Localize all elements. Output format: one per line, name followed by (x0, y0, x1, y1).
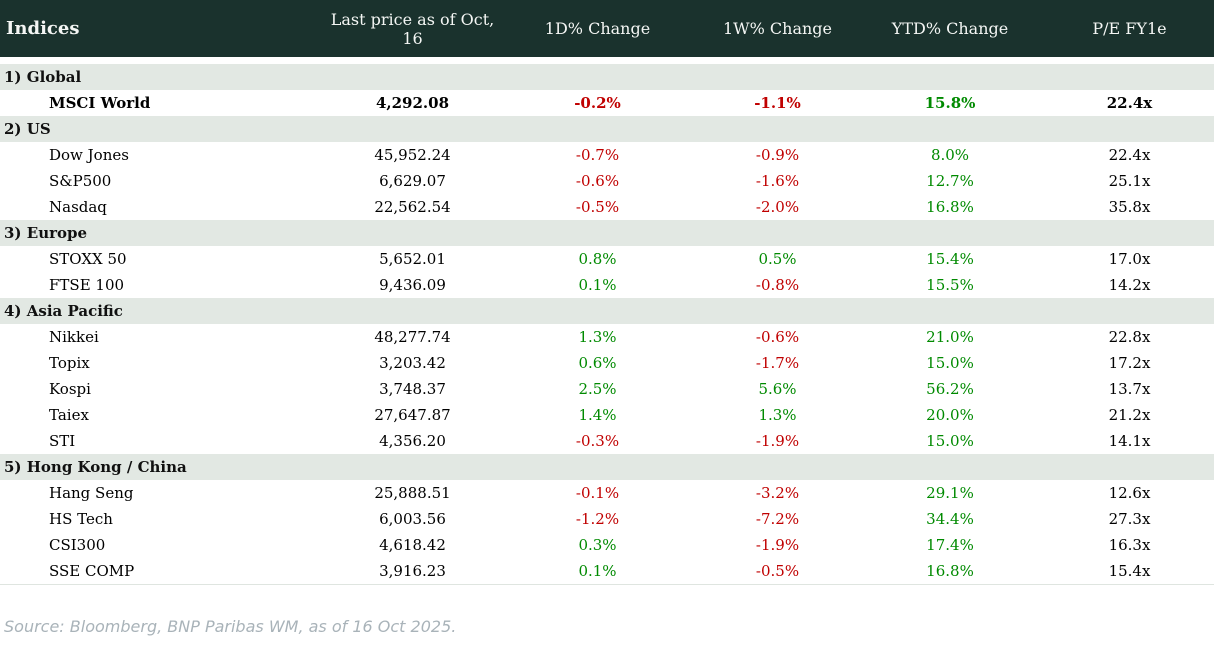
section-label: 4) Asia Pacific (4, 302, 123, 320)
last-price: 25,888.51 (374, 484, 451, 502)
section-row (0, 454, 1214, 480)
pe-ratio: 15.4x (1108, 562, 1151, 580)
section-label: 5) Hong Kong / China (4, 458, 187, 476)
1d-change: -0.3% (575, 432, 620, 450)
ytd-change: 29.1% (926, 484, 974, 502)
table-row (0, 246, 1214, 272)
column-header-ytd-change: YTD% Change (891, 19, 1009, 38)
1w-change: -0.6% (755, 328, 800, 346)
ytd-change: 34.4% (926, 510, 974, 528)
1d-change: 0.3% (578, 536, 617, 554)
1d-change: 0.1% (578, 562, 617, 580)
pe-ratio: 17.0x (1108, 250, 1151, 268)
pe-ratio: 21.2x (1108, 406, 1151, 424)
section-label: 3) Europe (4, 224, 88, 242)
index-name: FTSE 100 (49, 276, 125, 294)
index-name: STOXX 50 (49, 250, 127, 268)
pe-ratio: 14.2x (1108, 276, 1151, 294)
table-row (0, 428, 1214, 454)
pe-ratio: 17.2x (1108, 354, 1151, 372)
1w-change: -1.9% (755, 536, 800, 554)
last-price: 5,652.01 (379, 250, 446, 268)
table-row (0, 402, 1214, 428)
ytd-change: 15.4% (926, 250, 974, 268)
section-row (0, 64, 1214, 90)
last-price: 3,203.42 (379, 354, 446, 372)
last-price: 6,629.07 (379, 172, 446, 190)
pe-ratio: 13.7x (1108, 380, 1151, 398)
table-row (0, 480, 1214, 506)
last-price: 4,292.08 (375, 94, 450, 112)
index-name: STI (49, 432, 76, 450)
table-row (0, 376, 1214, 402)
last-price: 27,647.87 (374, 406, 451, 424)
index-name: Dow Jones (49, 146, 129, 164)
index-name: MSCI World (49, 94, 151, 112)
1d-change: -0.1% (575, 484, 620, 502)
index-name: Hang Seng (49, 484, 134, 502)
1d-change: 0.8% (578, 250, 617, 268)
1d-change: 2.5% (578, 380, 617, 398)
section-label: 1) Global (4, 68, 82, 86)
1d-change: -0.7% (575, 146, 620, 164)
index-name: CSI300 (49, 536, 106, 554)
ytd-change: 56.2% (926, 380, 974, 398)
index-name: Kospi (49, 380, 91, 398)
table-row (0, 506, 1214, 532)
table-row (0, 142, 1214, 168)
ytd-change: 15.0% (926, 354, 974, 372)
table-title: Indices (6, 18, 80, 39)
table-header-row (0, 0, 1214, 57)
index-name: Topix (49, 354, 90, 372)
pe-ratio: 22.8x (1108, 328, 1151, 346)
ytd-change: 8.0% (930, 146, 970, 164)
section-row (0, 298, 1214, 324)
pe-ratio: 22.4x (1108, 146, 1151, 164)
last-price: 22,562.54 (374, 198, 451, 216)
table-row (0, 194, 1214, 220)
table-row (0, 90, 1214, 116)
source-note: Source: Bloomberg, BNP Paribas WM, as of 16 Oct 2025. (4, 617, 457, 636)
table-row (0, 558, 1214, 584)
column-header-last-price: Last price as of Oct, 16 (330, 9, 495, 48)
1w-change: -0.5% (755, 562, 800, 580)
pe-ratio: 35.8x (1108, 198, 1151, 216)
last-price: 3,916.23 (379, 562, 446, 580)
pe-ratio: 22.4x (1106, 94, 1153, 112)
1w-change: -0.9% (755, 146, 800, 164)
section-row (0, 220, 1214, 246)
ytd-change: 16.8% (926, 198, 974, 216)
last-price: 6,003.56 (379, 510, 446, 528)
1w-change: -1.6% (755, 172, 800, 190)
table-row (0, 532, 1214, 558)
index-name: Nikkei (49, 328, 99, 346)
ytd-change: 21.0% (926, 328, 974, 346)
pe-ratio: 12.6x (1108, 484, 1151, 502)
1d-change: -0.5% (575, 198, 620, 216)
1w-change: 1.3% (758, 406, 797, 424)
1w-change: -0.8% (755, 276, 800, 294)
index-name: Taiex (49, 406, 89, 424)
ytd-change: 20.0% (926, 406, 974, 424)
pe-ratio: 27.3x (1108, 510, 1151, 528)
ytd-change: 15.8% (924, 94, 976, 112)
1w-change: 5.6% (758, 380, 797, 398)
1d-change: -0.2% (574, 94, 621, 112)
1w-change: -7.2% (755, 510, 800, 528)
1d-change: 0.6% (578, 354, 617, 372)
1w-change: 0.5% (758, 250, 797, 268)
last-price: 9,436.09 (379, 276, 446, 294)
pe-ratio: 14.1x (1108, 432, 1151, 450)
1w-change: -2.0% (755, 198, 800, 216)
last-price: 4,618.42 (379, 536, 446, 554)
ytd-change: 15.5% (926, 276, 974, 294)
1d-change: 0.1% (578, 276, 617, 294)
1w-change: -3.2% (755, 484, 800, 502)
1d-change: -0.6% (575, 172, 620, 190)
table-row (0, 168, 1214, 194)
1d-change: -1.2% (575, 510, 620, 528)
column-header-1w-change: 1W% Change (722, 19, 832, 38)
column-header-1d-change: 1D% Change (544, 19, 651, 38)
section-row (0, 116, 1214, 142)
ytd-change: 17.4% (926, 536, 974, 554)
table-row (0, 324, 1214, 350)
index-name: SSE COMP (49, 562, 135, 580)
table-body (0, 64, 1214, 585)
last-price: 48,277.74 (374, 328, 451, 346)
ytd-change: 15.0% (926, 432, 974, 450)
column-header-pe: P/E FY1e (1092, 19, 1167, 38)
ytd-change: 16.8% (926, 562, 974, 580)
last-price: 4,356.20 (379, 432, 446, 450)
header-gap (0, 57, 1214, 64)
table-row (0, 350, 1214, 376)
index-name: Nasdaq (49, 198, 107, 216)
table-row (0, 272, 1214, 298)
1w-change: -1.7% (755, 354, 800, 372)
pe-ratio: 16.3x (1108, 536, 1151, 554)
pe-ratio: 25.1x (1108, 172, 1151, 190)
1d-change: 1.3% (578, 328, 617, 346)
index-name: HS Tech (49, 510, 113, 528)
last-price: 45,952.24 (374, 146, 451, 164)
1w-change: -1.9% (755, 432, 800, 450)
index-name: S&P500 (49, 172, 112, 190)
1w-change: -1.1% (754, 94, 801, 112)
last-price: 3,748.37 (379, 380, 446, 398)
ytd-change: 12.7% (926, 172, 974, 190)
section-label: 2) US (4, 120, 51, 138)
1d-change: 1.4% (578, 406, 617, 424)
